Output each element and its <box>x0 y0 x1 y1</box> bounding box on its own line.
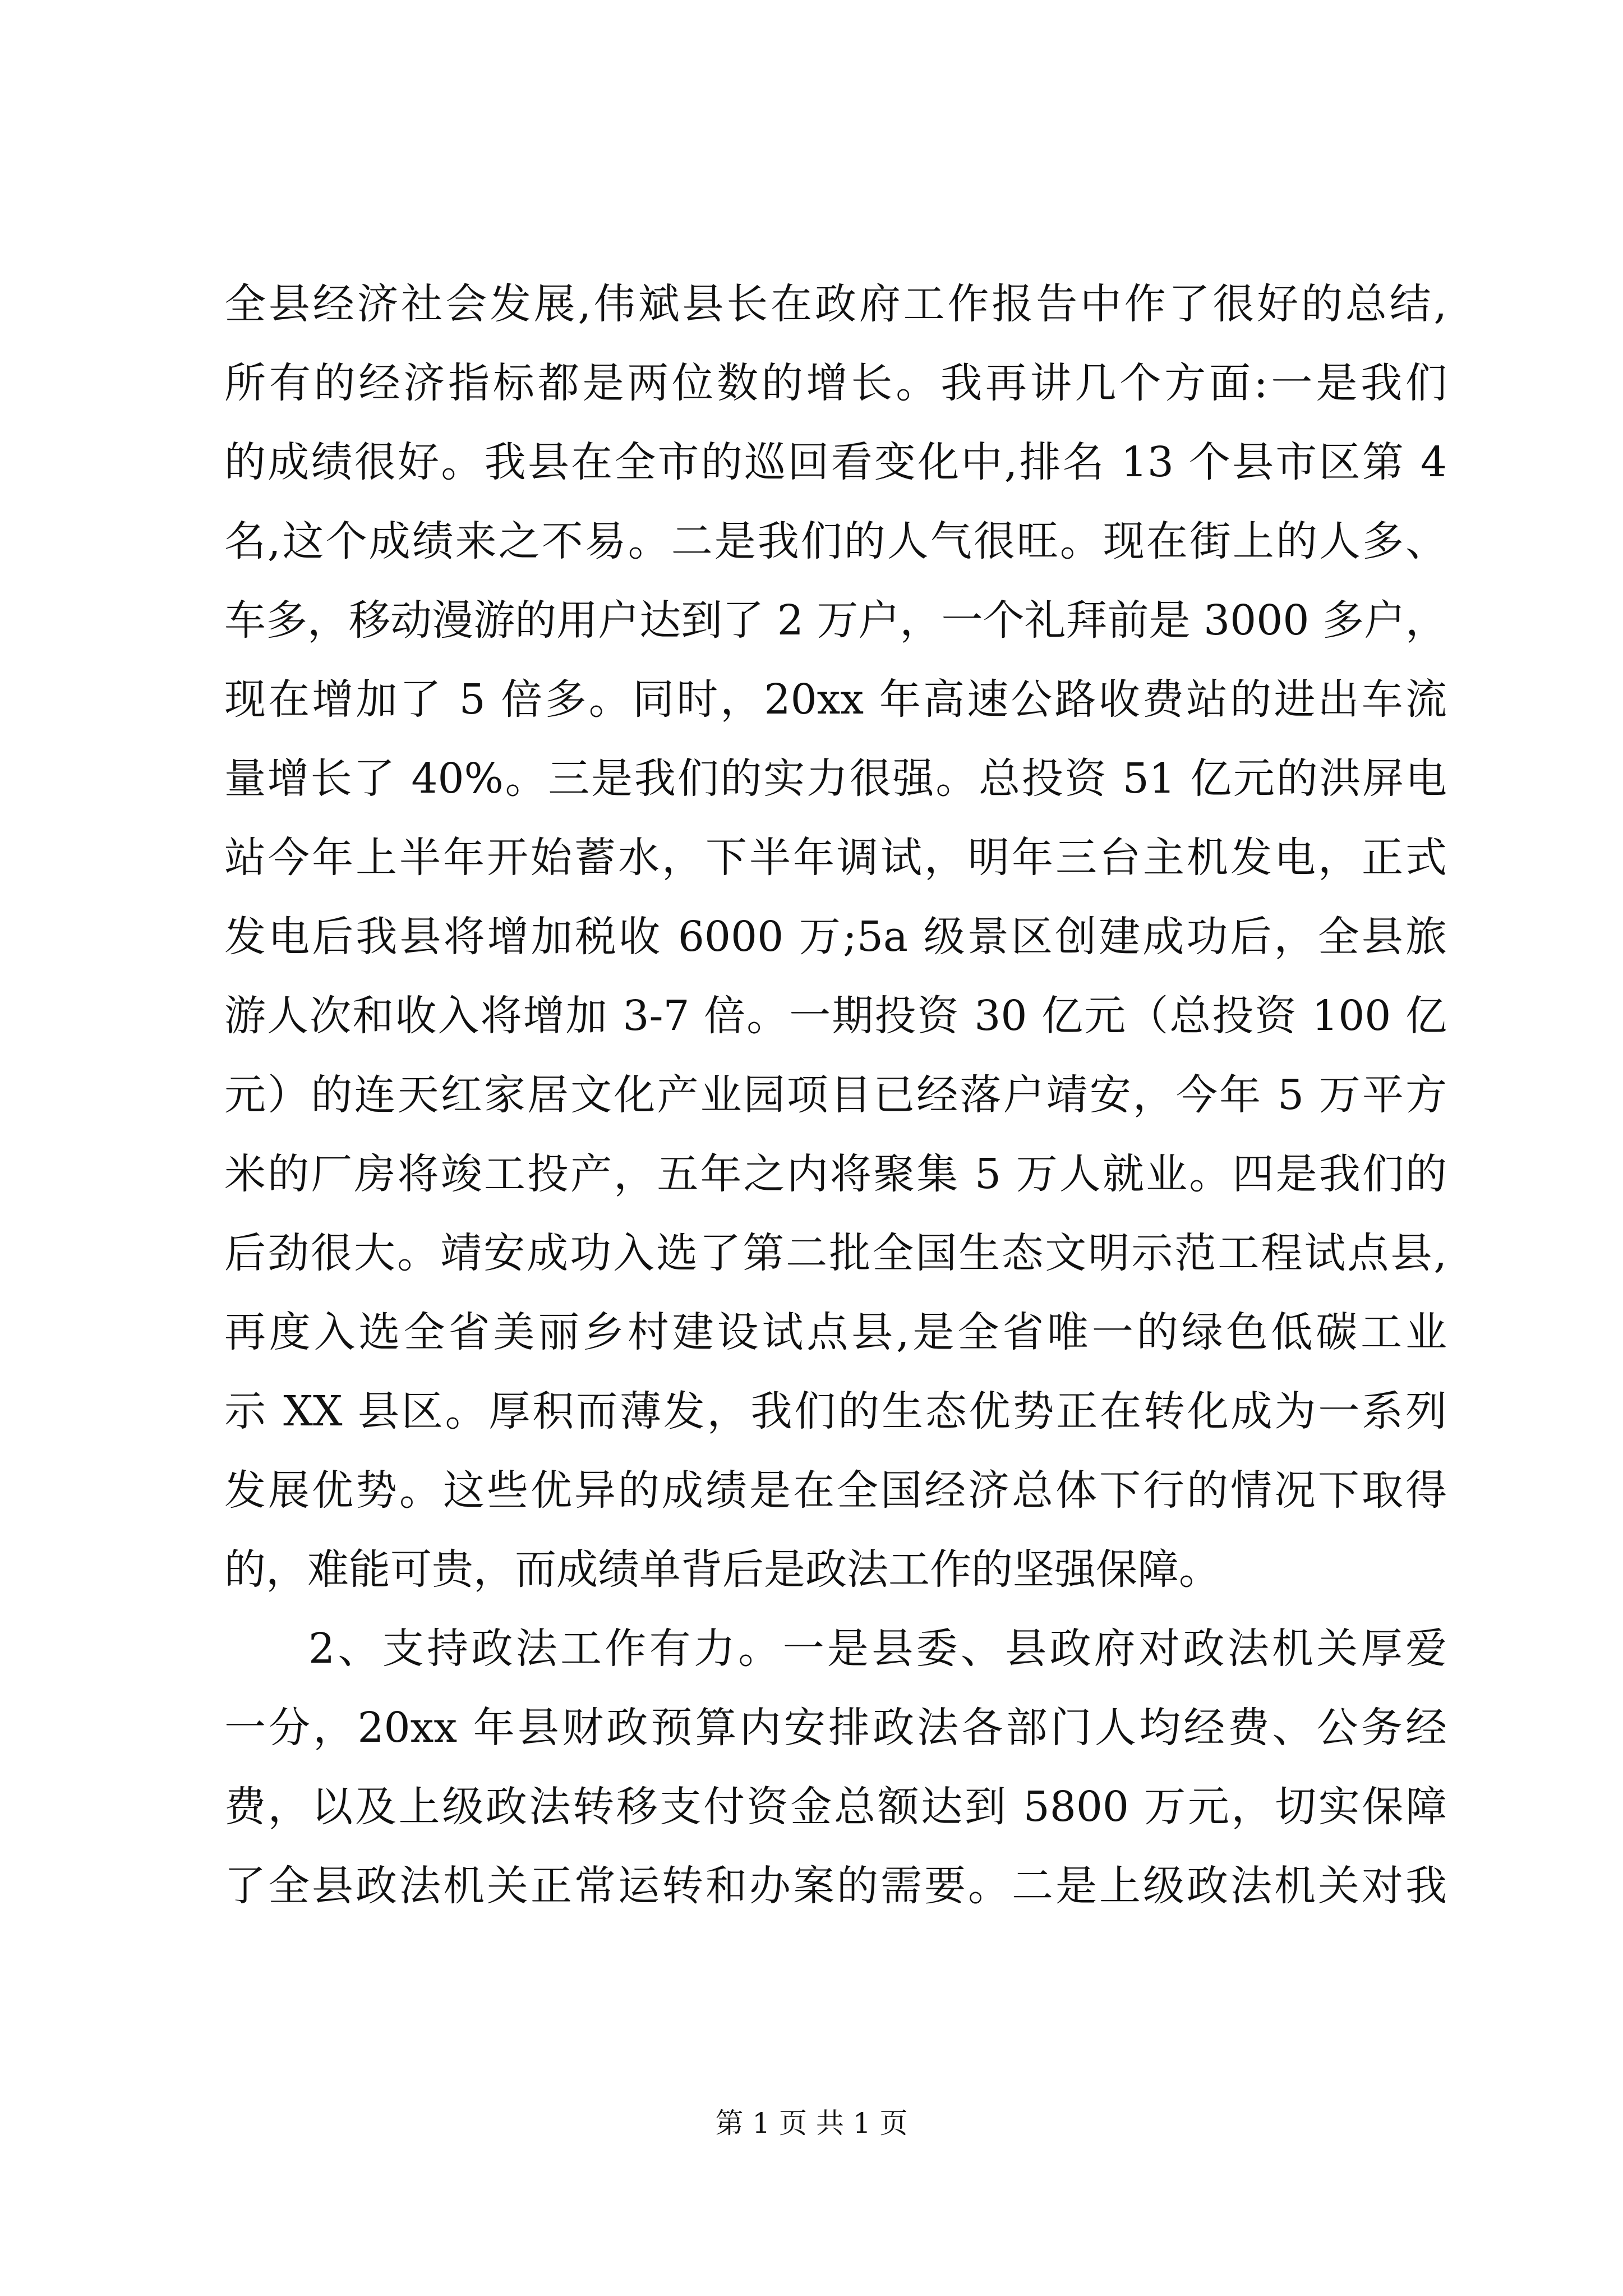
text-line: 米的厂房将竣工投产，五年之内将聚集 5 万人就业。四是我们的 <box>224 1150 1447 1198</box>
text-line: 的成绩很好。我县在全市的巡回看变化中,排名 13 个县市区第 4 <box>224 438 1447 486</box>
text-line: 所有的经济指标都是两位数的增长。我再讲几个方面:一是我们 <box>224 359 1447 407</box>
text-line: 发展优势。这些优异的成绩是在全国经济总体下行的情况下取得 <box>224 1466 1447 1515</box>
text-line: 站今年上半年开始蓄水，下半年调试，明年三台主机发电，正式 <box>224 834 1447 882</box>
text-line: 量增长了 40%。三是我们的实力很强。总投资 51 亿元的洪屏电 <box>224 754 1447 803</box>
text-line: 车多，移动漫游的用户达到了 2 万户，一个礼拜前是 3000 多户， <box>224 596 1447 645</box>
text-line: 了全县政法机关正常运转和办案的需要。二是上级政法机关对我 <box>224 1862 1447 1910</box>
text-line: 一分，20xx 年县财政预算内安排政法各部门人均经费、公务经 <box>224 1704 1447 1752</box>
text-line: 2、支持政法工作有力。一是县委、县政府对政法机关厚爱 <box>308 1625 1447 1673</box>
text-line: 现在增加了 5 倍多。同时，20xx 年高速公路收费站的进出车流 <box>224 675 1447 724</box>
text-line: 全县经济社会发展,伟斌县长在政府工作报告中作了很好的总结, <box>224 280 1447 328</box>
text-line: 再度入选全省美丽乡村建设试点县,是全省唯一的绿色低碳工业 <box>224 1308 1447 1356</box>
page-number: 第 1 页 共 1 页 <box>715 2107 908 2139</box>
text-line: 费，以及上级政法转移支付资金总额达到 5800 万元，切实保障 <box>224 1783 1447 1831</box>
text-line: 发电后我县将增加税收 6000 万;5a 级景区创建成功后，全县旅 <box>224 913 1447 961</box>
text-line: 后劲很大。靖安成功入选了第二批全国生态文明示范工程试点县, <box>224 1229 1447 1277</box>
text-line: 元）的连天红家居文化产业园项目已经落户靖安，今年 5 万平方 <box>224 1071 1447 1119</box>
text-line: 名,这个成绩来之不易。二是我们的人气很旺。现在街上的人多、 <box>224 517 1447 565</box>
text-line: 的，难能可贵，而成绩单背后是政法工作的坚强保障。 <box>224 1545 1220 1594</box>
text-line: 游人次和收入将增加 3-7 倍。一期投资 30 亿元（总投资 100 亿 <box>224 992 1447 1040</box>
body-text <box>224 265 1447 1926</box>
text-line: 示 XX 县区。厚积而薄发，我们的生态优势正在转化成为一系列 <box>224 1387 1447 1435</box>
